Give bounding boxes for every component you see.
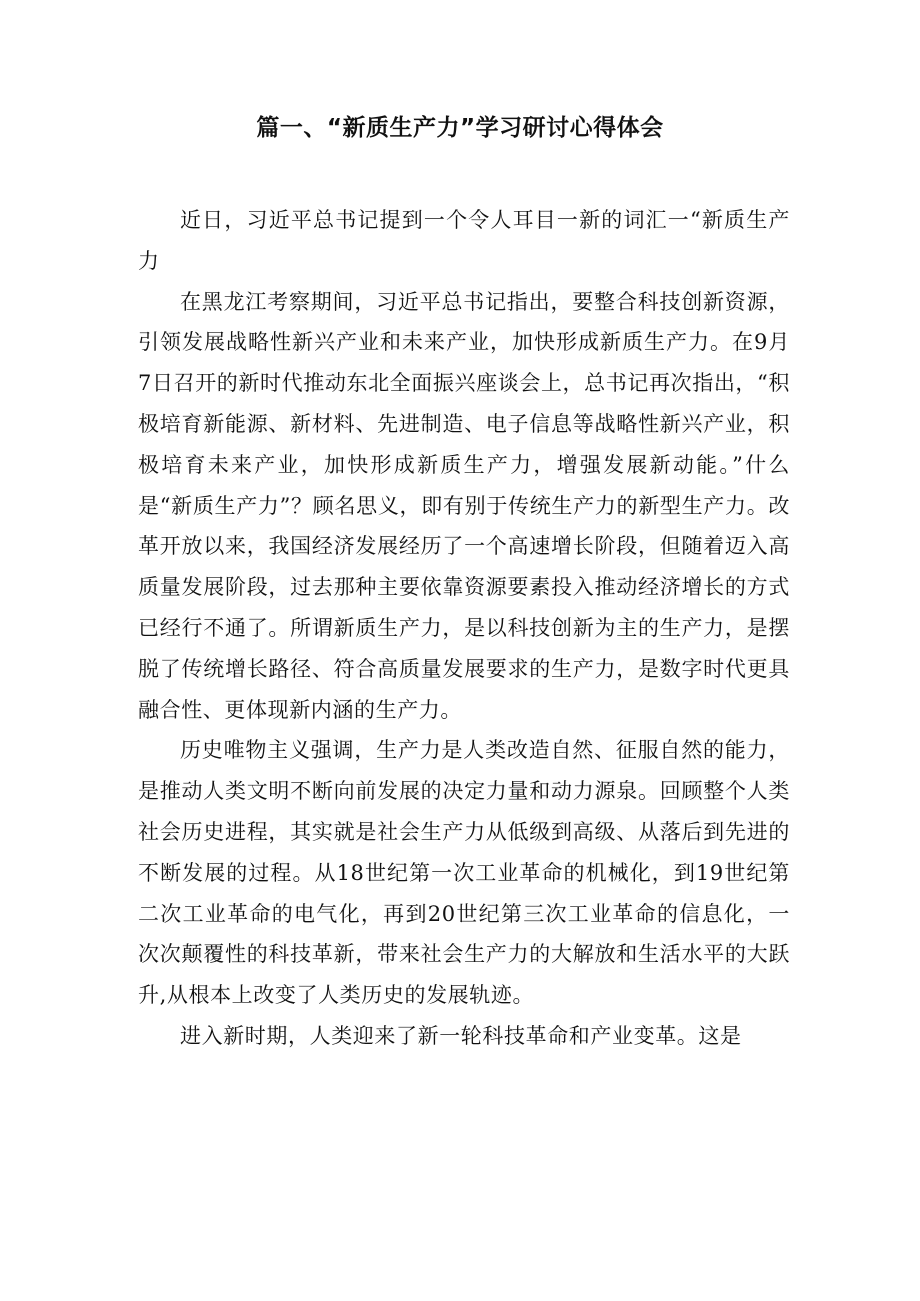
paragraph-intro: 近日，习近平总书记提到一个令人耳目一新的词汇一“新质生产力	[138, 208, 790, 273]
paragraph-new-era: 进入新时期，人类迎来了新一轮科技革命和产业变革。这是	[180, 1023, 742, 1048]
document-body	[138, 200, 790, 1057]
document-title: 篇一、“新质生产力”学习研讨心得体会	[256, 115, 664, 141]
paragraph-historical-materialism: 历史唯物主义强调，生产力是人类改造自然、征服自然的能力，是推动人类文明不断向前发展的决定力量和动力源泉。回顾整个人类社会历史进程，其实就是社会生产力从低级到高级、从落后到先进的不断发展的过程。从18世纪第一次工业革命的机械化，到19世纪第二次工业革命的电气化，再到20世纪第三次工业革命的信息化，一次次颠覆性的科技革新，带来社会生产力的大解放和生活水平的大跃升,从根本上改变了人类历史的发展轨迹。	[138, 738, 790, 1008]
paragraph-heilongjiang: 在黑龙江考察期间，习近平总书记指出，要整合科技创新资源，引领发展战略性新兴产业和未来产业，加快形成新质生产力。在9月7日召开的新时代推动东北全面振兴座谈会上，总书记再次指出，“积极培育新能源、新材料、先进制造、电子信息等战略性新兴产业，积极培育未来产业，加快形成新质生产力，增强发展新动能。”什么是“新质生产力”？顾名思义，即有别于传统生产力的新型生产力。改革开放以来，我国经济发展经历了一个高速增长阶段，但随着迈入高质量发展阶段，过去那种主要依靠资源要素投入推动经济增长的方式已经行不通了。所谓新质生产力，是以科技创新为主的生产力，是摆脱了传统增长路径、符合高质量发展要求的生产力，是数字时代更具融合性、更体现新内涵的生产力。	[138, 289, 790, 722]
